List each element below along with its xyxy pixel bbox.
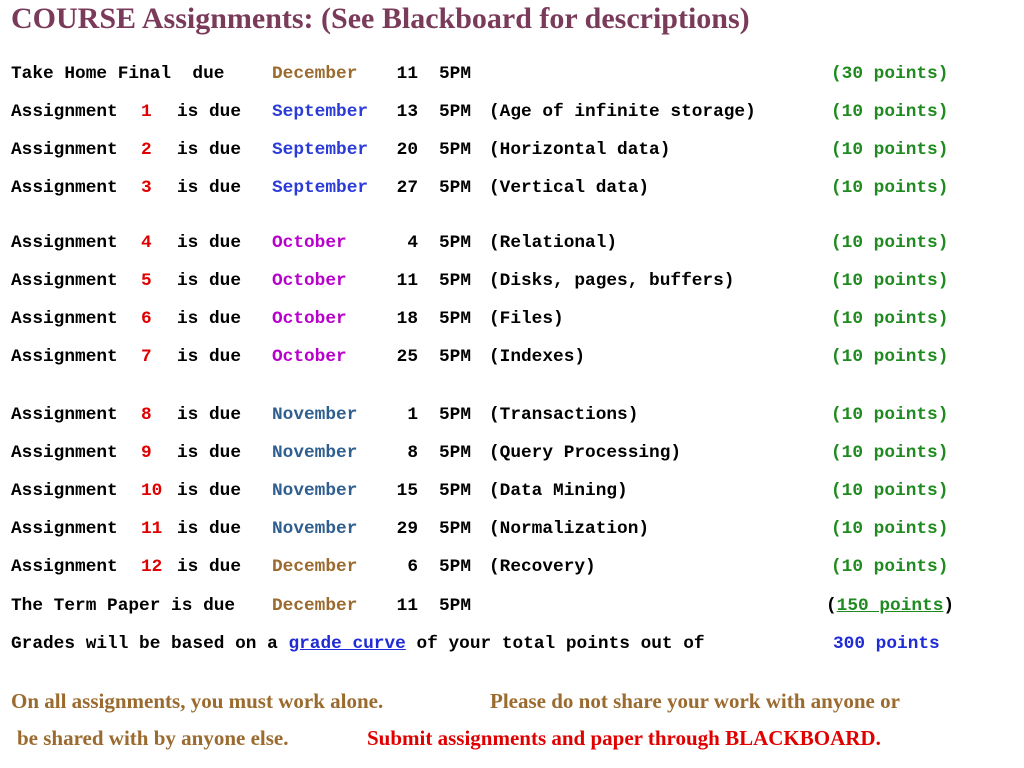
assignment-is-due: is due <box>177 140 242 160</box>
assignment-is-due: is due <box>177 519 242 539</box>
assignment-number: 9 <box>141 443 152 463</box>
assignment-points: (10 points) <box>831 443 949 463</box>
assignment-points: (10 points) <box>831 481 949 501</box>
assignment-day: 25 <box>396 347 418 367</box>
final-month: December <box>272 64 358 84</box>
assignment-description: (Relational) <box>489 233 618 253</box>
assignment-description: (Query Processing) <box>489 443 682 463</box>
final-day: 11 <box>396 64 418 84</box>
assignment-points: (10 points) <box>831 557 949 577</box>
assignment-description: (Indexes) <box>489 347 586 367</box>
assignment-time: 5PM <box>439 405 472 425</box>
assignment-time: 5PM <box>439 557 472 577</box>
assignment-is-due: is due <box>177 102 242 122</box>
assignment-day: 11 <box>396 271 418 291</box>
assignment-day: 18 <box>396 309 418 329</box>
final-points: (30 points) <box>831 64 949 84</box>
assignment-is-due: is due <box>177 178 242 198</box>
assignment-label: Assignment <box>11 178 118 198</box>
assignment-month: November <box>272 405 358 425</box>
note-shared-with: be shared with by anyone else. <box>17 726 289 750</box>
assignment-description: (Transactions) <box>489 405 639 425</box>
assignment-number: 11 <box>141 519 163 539</box>
assignment-month: October <box>272 271 347 291</box>
assignment-number: 6 <box>141 309 152 329</box>
term-paper-close-paren: ) <box>943 596 955 616</box>
term-paper-time: 5PM <box>439 596 472 616</box>
assignment-day: 20 <box>396 140 418 160</box>
assignment-points: (10 points) <box>831 309 949 329</box>
assignment-description: (Vertical data) <box>489 178 650 198</box>
assignment-description: (Age of infinite storage) <box>489 102 756 122</box>
final-label: Take Home Final due <box>11 64 225 84</box>
assignment-is-due: is due <box>177 271 242 291</box>
assignment-month: October <box>272 233 347 253</box>
assignment-day: 15 <box>396 481 418 501</box>
assignment-description: (Data Mining) <box>489 481 628 501</box>
assignment-time: 5PM <box>439 481 472 501</box>
assignment-month: September <box>272 140 369 160</box>
assignment-month: September <box>272 178 369 198</box>
assignment-is-due: is due <box>177 405 242 425</box>
assignment-month: October <box>272 347 347 367</box>
assignment-is-due: is due <box>177 481 242 501</box>
grade-curve-link[interactable]: grade curve <box>288 634 406 654</box>
term-paper-points-link[interactable]: 150 points <box>836 596 944 616</box>
assignment-day: 8 <box>407 443 418 463</box>
note-do-not-share: Please do not share your work with anyone or <box>490 689 900 713</box>
assignment-month: September <box>272 102 369 122</box>
assignment-time: 5PM <box>439 309 472 329</box>
assignment-number: 4 <box>141 233 152 253</box>
assignment-time: 5PM <box>439 443 472 463</box>
assignment-points: (10 points) <box>831 405 949 425</box>
grades-total: 300 points <box>833 634 940 654</box>
assignment-day: 4 <box>407 233 418 253</box>
assignment-number: 3 <box>141 178 152 198</box>
assignment-number: 12 <box>141 557 163 577</box>
assignment-number: 7 <box>141 347 152 367</box>
term-paper-day: 11 <box>396 596 418 616</box>
assignment-label: Assignment <box>11 443 118 463</box>
assignment-day: 6 <box>407 557 418 577</box>
assignment-number: 10 <box>141 481 163 501</box>
assignment-label: Assignment <box>11 140 118 160</box>
assignment-day: 13 <box>396 102 418 122</box>
assignment-time: 5PM <box>439 519 472 539</box>
grades-prefix: Grades will be based on a <box>11 634 289 654</box>
assignment-time: 5PM <box>439 233 472 253</box>
term-paper-points <box>826 595 954 617</box>
assignment-time: 5PM <box>439 102 472 122</box>
assignment-points: (10 points) <box>831 271 949 291</box>
final-time: 5PM <box>439 64 472 84</box>
assignment-label: Assignment <box>11 309 118 329</box>
assignment-points: (10 points) <box>831 178 949 198</box>
assignment-points: (10 points) <box>831 102 949 122</box>
assignment-description: (Recovery) <box>489 557 596 577</box>
assignment-time: 5PM <box>439 347 472 367</box>
grades-text <box>11 633 705 655</box>
assignment-points: (10 points) <box>831 519 949 539</box>
assignment-description: (Files) <box>489 309 564 329</box>
assignment-label: Assignment <box>11 347 118 367</box>
assignment-label: Assignment <box>11 271 118 291</box>
assignment-is-due: is due <box>177 443 242 463</box>
term-paper-open-paren: ( <box>826 596 837 616</box>
assignment-description: (Normalization) <box>489 519 650 539</box>
assignment-label: Assignment <box>11 102 118 122</box>
assignment-points: (10 points) <box>831 347 949 367</box>
assignment-is-due: is due <box>177 557 242 577</box>
assignment-label: Assignment <box>11 233 118 253</box>
assignment-month: November <box>272 519 358 539</box>
assignment-description: (Disks, pages, buffers) <box>489 271 735 291</box>
assignment-month: December <box>272 557 358 577</box>
assignment-month: November <box>272 443 358 463</box>
term-paper-label: The Term Paper is due <box>11 596 236 616</box>
grades-suffix: of your total points out of <box>405 634 705 654</box>
assignment-description: (Horizontal data) <box>489 140 671 160</box>
assignment-label: Assignment <box>11 405 118 425</box>
assignment-time: 5PM <box>439 271 472 291</box>
assignment-number: 8 <box>141 405 152 425</box>
assignment-time: 5PM <box>439 140 472 160</box>
assignment-is-due: is due <box>177 347 242 367</box>
assignment-label: Assignment <box>11 557 118 577</box>
assignment-day: 1 <box>407 405 418 425</box>
term-paper-month: December <box>272 596 358 616</box>
assignment-month: November <box>272 481 358 501</box>
assignment-points: (10 points) <box>831 140 949 160</box>
assignment-is-due: is due <box>177 309 242 329</box>
assignment-is-due: is due <box>177 233 242 253</box>
assignment-number: 5 <box>141 271 152 291</box>
assignment-day: 27 <box>396 178 418 198</box>
assignment-points: (10 points) <box>831 233 949 253</box>
page-title: COURSE Assignments: (See Blackboard for descriptions) <box>11 2 750 35</box>
assignment-number: 2 <box>141 140 152 160</box>
assignment-label: Assignment <box>11 519 118 539</box>
assignment-time: 5PM <box>439 178 472 198</box>
assignment-label: Assignment <box>11 481 118 501</box>
assignment-day: 29 <box>396 519 418 539</box>
assignment-month: October <box>272 309 347 329</box>
note-submit-blackboard: Submit assignments and paper through BLACKBOARD. <box>367 726 881 750</box>
note-work-alone: On all assignments, you must work alone. <box>11 689 384 713</box>
assignment-number: 1 <box>141 102 152 122</box>
